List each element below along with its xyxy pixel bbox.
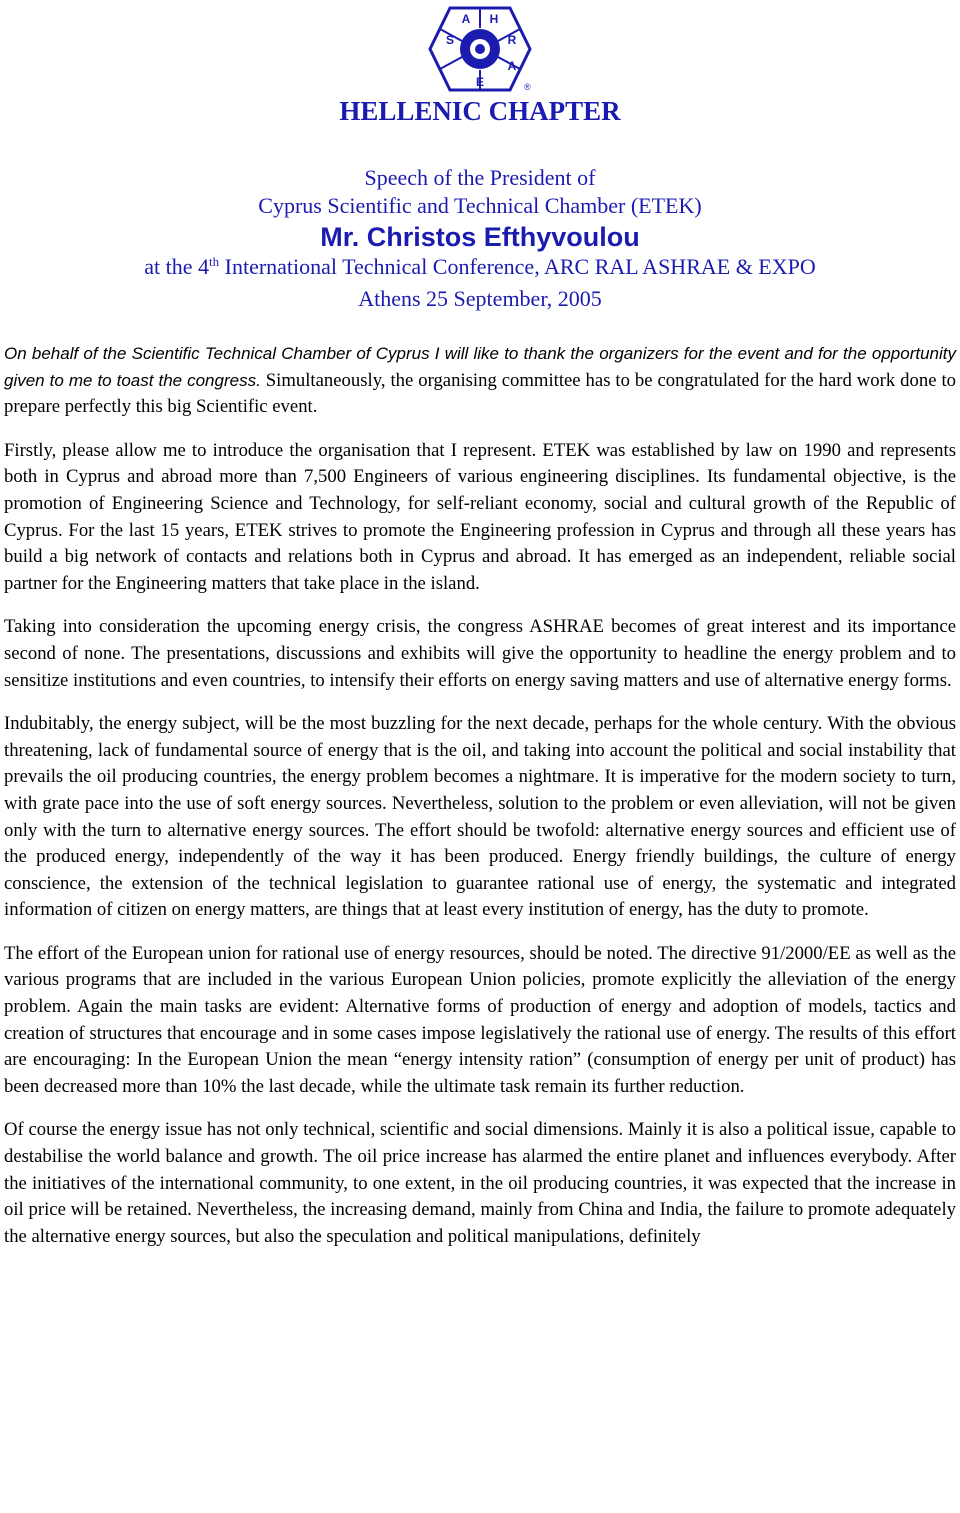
svg-text:E: E xyxy=(475,75,485,89)
speech-body xyxy=(4,341,956,1250)
opening-sentence: On behalf of the Scientific Technical Chamber of Cyprus I will like to thank the organizers for the event and for the opportunity given to me to toast the congress. xyxy=(4,344,956,390)
paragraph-organisation: Firstly, please allow me to introduce the organisation that I represent. ETEK was established by law on 1990 and represents both in Cyprus and abroad more than 7,500 Engineers of various engineering disciplines. Its fundamental objective, is the promotion of Engineering Science and Technology, for self-reliant economy, social and cultural growth of the Republic of Cyprus. For the last 15 years, ETEK strives to promote the Engineering profession in Cyprus and through all these years has build a big network of contacts and relations both in Cyprus and abroad. It has emerged as an independent, reliable social partner for the Engineering matters that take place in the island. xyxy=(4,439,956,594)
paragraph-opening xyxy=(4,341,956,421)
ashrae-logo xyxy=(426,4,534,94)
conference-line-pre: at the 4 xyxy=(144,254,209,279)
conference-line-sup: th xyxy=(209,254,220,269)
paragraph-energy-crisis: Taking into consideration the upcoming energy crisis, the congress ASHRAE becomes of great interest and its importance second of none. The presentations, discussions and exhibits will give the opportunity to headline the energy problem and to sensitize institutions and even countries, to intensify their efforts on energy saving matters and use of alternative energy forms. xyxy=(4,616,956,691)
svg-text:A: A xyxy=(507,59,517,73)
organisation-name: Cyprus Scientific and Technical Chamber (ETEK) xyxy=(258,193,702,218)
svg-text:®: ® xyxy=(524,82,531,92)
chapter-title: HELLENIC CHAPTER xyxy=(339,96,621,126)
speech-title-line: Speech of the President of xyxy=(364,165,596,190)
speaker-name: Mr. Christos Efthyvoulou xyxy=(320,222,640,252)
svg-text:S: S xyxy=(445,33,455,47)
conference-line xyxy=(0,254,960,280)
opening-continuation: Simultaneously, the organising committee has to be congratulated for the hard work done to prepare perfectly this big Scientific event. xyxy=(4,369,956,418)
paragraph-energy-subject: Indubitably, the energy subject, will be the most buzzling for the next decade, perhaps for the whole century. With the obvious threatening, lack of fundamental source of energy that is the oil, and taking into account the political and social instability that prevails the oil producing countries, the energy problem becomes a nightmare. It is imperative for the modern society to turn, with grate pace into the use of soft energy sources. Nevertheless, solution to the problem or even alleviation, will not be given only with the turn to alternative energy sources. The effort should be twofold: alternative energy sources and efficient use of the produced energy, independently of the way it has been produced. Energy friendly buildings, the culture of energy conscience, the extension of the technical legislation to guarantee rational use of energy, the systematic and integrated information of citizen on energy matters, are things that at least every institution of energy, has the duty to promote. xyxy=(4,713,956,921)
svg-text:H: H xyxy=(489,12,499,26)
paragraph-political-issue: Of course the energy issue has not only technical, scientific and social dimensions. Mainly it is also a political issue, capable to destabilise the world balance and growth. The oil price increase has alarmed the entire planet and influences everybody. After the initiatives of the international community, to one extent, in the oil producing countries, it was expected that the increase in oil price will be retained. Nevertheless, the increasing demand, mainly from China and India, the failure to promote adequately the alternative energy sources, but also the speculation and political manipulations, definitely xyxy=(4,1119,956,1247)
venue-date: Athens 25 September, 2005 xyxy=(358,286,602,311)
paragraph-european-union: The effort of the European union for rational use of energy resources, should be noted. The directive 91/2000/EE as well as the various programs that are included in the various European Union policies, promote explicitly the alleviation of the energy problem. Again the main tasks are evident: Alternative forms of production of energy and adoption of models, tactics and creation of structures that encourage and in some cases impose legislatively the rational use of energy. The results of this effort are encouraging: In the European Union the mean “energy intensity ration” (consumption of energy per unit of product) has been decreased more than 10% the last decade, while the ultimate task remain its further reduction. xyxy=(4,942,956,1097)
conference-line-post: International Technical Conference, ARC RAL ASHRAE & EXPO xyxy=(219,254,816,279)
svg-text:A: A xyxy=(461,12,471,26)
svg-text:R: R xyxy=(507,33,517,47)
